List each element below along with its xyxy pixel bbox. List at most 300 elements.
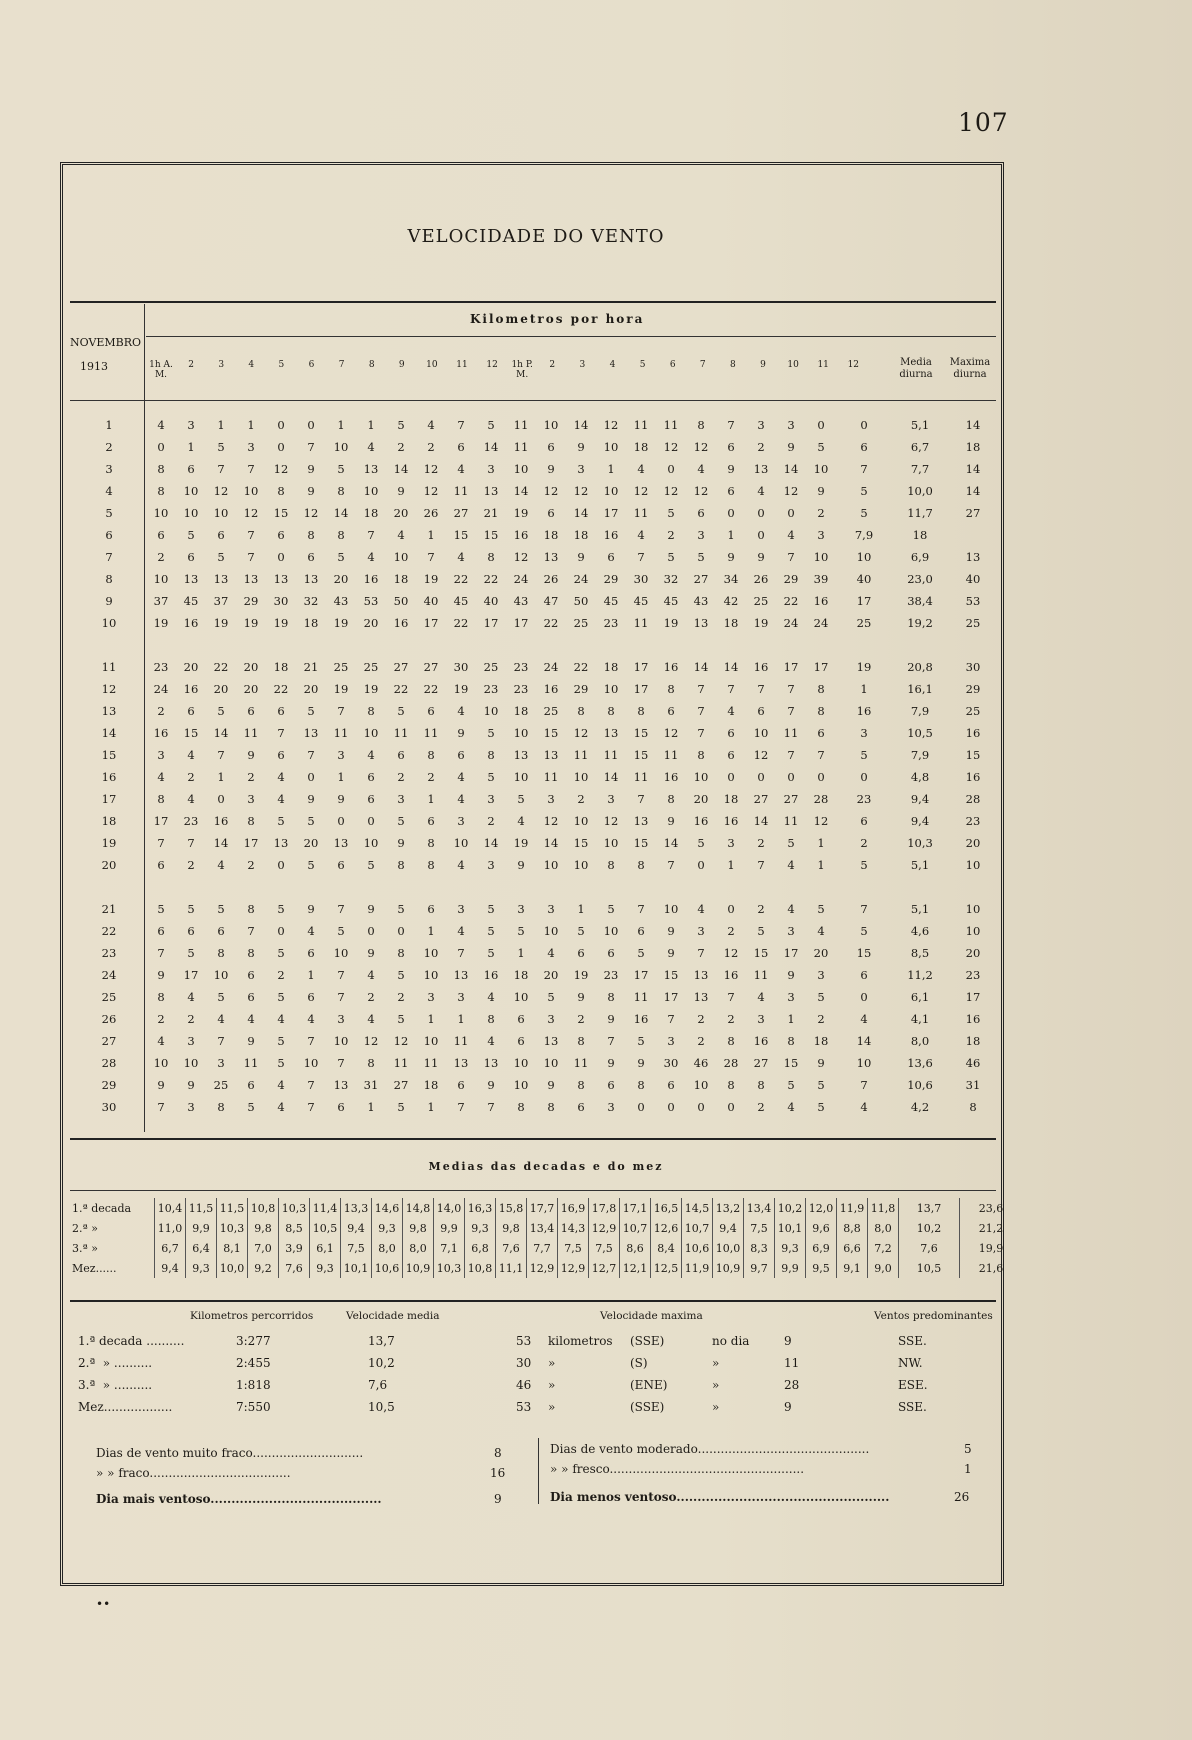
value-cell: 10 bbox=[603, 440, 619, 454]
value-cell: 10 bbox=[423, 946, 439, 960]
value-cell: 8 bbox=[607, 990, 615, 1004]
value-cell: 20 bbox=[363, 616, 379, 630]
value-cell: 6 bbox=[817, 726, 825, 740]
value-cell: 1 bbox=[367, 1100, 375, 1114]
value-cell: 5 bbox=[217, 902, 225, 916]
col-media-header: Media diurna bbox=[899, 357, 933, 380]
value-cell: 6 bbox=[187, 704, 195, 718]
value-cell: 3 bbox=[487, 462, 495, 476]
table-row bbox=[72, 832, 998, 854]
value-cell: 11 bbox=[453, 1034, 469, 1048]
day-cell: 24 bbox=[101, 968, 117, 982]
value-cell: 8 bbox=[157, 484, 165, 498]
value-cell: 8 bbox=[607, 704, 615, 718]
value-cell: 16 bbox=[663, 660, 679, 674]
value-cell: 7 bbox=[307, 1100, 315, 1114]
value-cell: 5 bbox=[637, 946, 645, 960]
value-cell: 5 bbox=[217, 550, 225, 564]
value-cell: 20 bbox=[243, 660, 259, 674]
summary-noday: » bbox=[712, 1378, 720, 1392]
value-cell: 0 bbox=[667, 462, 675, 476]
value-cell: 10 bbox=[573, 858, 589, 872]
value-cell: 6 bbox=[727, 726, 735, 740]
value-cell: 0 bbox=[307, 770, 315, 784]
decade-value: 11,5 bbox=[186, 1198, 217, 1218]
value-cell: 9 bbox=[157, 968, 165, 982]
value-cell: 2 bbox=[247, 770, 255, 784]
value-cell: 43 bbox=[513, 594, 529, 608]
value-cell: 17 bbox=[153, 814, 169, 828]
value-cell: 3 bbox=[487, 858, 495, 872]
value-cell: 19 bbox=[153, 616, 169, 630]
value-cell: 13 bbox=[243, 572, 259, 586]
value-cell: 27 bbox=[423, 660, 439, 674]
hour-header: 8 bbox=[730, 360, 736, 370]
value-cell: 17 bbox=[603, 506, 619, 520]
value-cell: 0 bbox=[757, 528, 765, 542]
value-cell: 19 bbox=[213, 616, 229, 630]
value-cell: 9 bbox=[817, 484, 825, 498]
value-cell: 27 bbox=[753, 1056, 769, 1070]
value-cell: 1 bbox=[427, 924, 435, 938]
value-cell: 20,8 bbox=[907, 660, 933, 674]
value-cell: 1 bbox=[607, 462, 615, 476]
day-cell: 3 bbox=[105, 462, 113, 476]
decade-value: 8,0 bbox=[868, 1218, 899, 1238]
value-cell: 6 bbox=[860, 440, 868, 454]
value-cell: 13 bbox=[453, 968, 469, 982]
value-cell: 22 bbox=[423, 682, 439, 696]
value-cell: 1 bbox=[817, 858, 825, 872]
value-cell: 14 bbox=[543, 836, 559, 850]
value-cell: 12 bbox=[303, 506, 319, 520]
hour-header: 9 bbox=[398, 360, 405, 370]
table-row bbox=[72, 942, 998, 964]
value-cell: 15 bbox=[543, 726, 559, 740]
value-cell: 18 bbox=[603, 660, 619, 674]
value-cell: 2 bbox=[367, 990, 375, 1004]
value-cell: 16 bbox=[363, 572, 379, 586]
margin-dots: •• bbox=[96, 1597, 111, 1611]
value-cell: 14 bbox=[856, 1034, 872, 1048]
value-cell: 8 bbox=[787, 1034, 795, 1048]
value-cell: 3 bbox=[547, 792, 555, 806]
value-cell: 6 bbox=[667, 704, 675, 718]
day-cell: 18 bbox=[101, 814, 117, 828]
table-row bbox=[72, 524, 998, 546]
value-cell: 16 bbox=[393, 616, 409, 630]
value-cell: 7 bbox=[367, 528, 375, 542]
value-cell: 5 bbox=[517, 792, 525, 806]
value-cell: 9 bbox=[547, 462, 555, 476]
decade-value: 13,3 bbox=[341, 1198, 372, 1218]
decade-value: 13,4 bbox=[527, 1218, 558, 1238]
value-cell: 11 bbox=[633, 770, 649, 784]
value-cell: 12 bbox=[783, 484, 799, 498]
row-gap bbox=[72, 634, 998, 656]
value-cell: 6 bbox=[247, 968, 255, 982]
value-cell: 7 bbox=[757, 682, 765, 696]
value-cell: 27 bbox=[393, 1078, 409, 1092]
day-cell: 7 bbox=[105, 550, 113, 564]
value-cell: 8 bbox=[247, 814, 255, 828]
value-cell: 3 bbox=[697, 528, 705, 542]
value-cell: 8 bbox=[427, 836, 435, 850]
value-cell: 2 bbox=[427, 770, 435, 784]
value-cell: 6 bbox=[727, 440, 735, 454]
table-row bbox=[72, 568, 998, 590]
value-cell: 6 bbox=[637, 924, 645, 938]
summary-unit: » bbox=[548, 1378, 556, 1392]
hour-header: 12 bbox=[847, 360, 860, 370]
value-cell: 5 bbox=[487, 902, 495, 916]
decade-value: 17,8 bbox=[589, 1198, 620, 1218]
value-cell: 6 bbox=[757, 704, 765, 718]
value-cell: 0 bbox=[860, 770, 868, 784]
value-cell: 23 bbox=[856, 792, 872, 806]
summary-row bbox=[78, 1400, 984, 1422]
hour-header: 6 bbox=[308, 360, 315, 370]
value-cell: 16 bbox=[663, 770, 679, 784]
value-cell: 10,0 bbox=[907, 484, 933, 498]
value-cell: 18 bbox=[423, 1078, 439, 1092]
value-cell: 10 bbox=[153, 506, 169, 520]
value-cell: 3 bbox=[457, 814, 465, 828]
value-cell: 0 bbox=[817, 418, 825, 432]
value-cell: 0 bbox=[337, 814, 345, 828]
value-cell: 6 bbox=[727, 484, 735, 498]
value-cell: 8 bbox=[367, 1056, 375, 1070]
value-cell: 9 bbox=[337, 792, 345, 806]
value-cell: 8 bbox=[817, 704, 825, 718]
decade-value: 16,9 bbox=[558, 1198, 589, 1218]
value-cell: 14 bbox=[753, 814, 769, 828]
value-cell: 13 bbox=[273, 836, 289, 850]
value-cell: 24 bbox=[573, 572, 589, 586]
value-cell: 18 bbox=[303, 616, 319, 630]
value-cell: 10 bbox=[483, 704, 499, 718]
decade-value: 6,4 bbox=[186, 1238, 217, 1258]
value-cell: 16 bbox=[965, 770, 981, 784]
value-cell: 6 bbox=[607, 946, 615, 960]
value-cell: 1 bbox=[427, 528, 435, 542]
value-cell: 9,4 bbox=[910, 792, 930, 806]
value-cell: 2 bbox=[757, 836, 765, 850]
value-cell: 8 bbox=[547, 1100, 555, 1114]
value-cell: 10 bbox=[513, 770, 529, 784]
summary-vento: SSE. bbox=[898, 1334, 927, 1348]
decade-value: 12,9 bbox=[558, 1258, 589, 1278]
value-cell: 10 bbox=[243, 484, 259, 498]
table-row bbox=[72, 1030, 998, 1052]
value-cell: 10 bbox=[183, 484, 199, 498]
value-cell: 7 bbox=[607, 1034, 615, 1048]
decade-value: 9,7 bbox=[744, 1258, 775, 1278]
value-cell: 8 bbox=[969, 1100, 977, 1114]
value-cell: 24 bbox=[783, 616, 799, 630]
footer-menos-ventoso: Dia menos ventoso................................................... bbox=[550, 1490, 890, 1504]
value-cell: 9 bbox=[817, 1056, 825, 1070]
value-cell: 12 bbox=[663, 440, 679, 454]
value-cell: 4 bbox=[457, 858, 465, 872]
value-cell: 15 bbox=[573, 836, 589, 850]
hour-header: 2 bbox=[188, 360, 194, 370]
value-cell: 16 bbox=[753, 1034, 769, 1048]
value-cell: 7 bbox=[277, 726, 285, 740]
value-cell: 1 bbox=[787, 1012, 795, 1026]
summary-vmax: 53 bbox=[516, 1400, 532, 1414]
value-cell: 0 bbox=[757, 506, 765, 520]
value-cell: 10 bbox=[423, 968, 439, 982]
title-text: VELOCIDADE DO VENTO bbox=[407, 226, 665, 247]
value-cell: 18 bbox=[543, 528, 559, 542]
table-row bbox=[72, 986, 998, 1008]
value-cell: 13 bbox=[483, 484, 499, 498]
value-cell: 11 bbox=[783, 726, 799, 740]
value-cell: 16 bbox=[543, 682, 559, 696]
value-cell: 7 bbox=[787, 550, 795, 564]
value-cell: 5 bbox=[277, 1034, 285, 1048]
value-cell: 13 bbox=[633, 814, 649, 828]
decade-value: 9,9 bbox=[186, 1218, 217, 1238]
decade-value: 11,0 bbox=[155, 1218, 186, 1238]
value-cell: 8 bbox=[697, 418, 705, 432]
footer-fresco: » » fresco................................................... bbox=[550, 1462, 805, 1476]
value-cell: 17 bbox=[243, 836, 259, 850]
value-cell: 7 bbox=[337, 990, 345, 1004]
value-cell: 30 bbox=[965, 660, 981, 674]
value-cell: 10 bbox=[453, 836, 469, 850]
decade-value: 9,9 bbox=[434, 1218, 465, 1238]
value-cell: 6 bbox=[457, 1078, 465, 1092]
value-cell: 2 bbox=[817, 1012, 825, 1026]
value-cell: 7 bbox=[457, 1100, 465, 1114]
value-cell: 14 bbox=[693, 660, 709, 674]
day-cell: 22 bbox=[101, 924, 117, 938]
value-cell: 12 bbox=[273, 462, 289, 476]
value-cell: 7 bbox=[217, 748, 225, 762]
value-cell: 25 bbox=[363, 660, 379, 674]
value-cell: 25 bbox=[965, 616, 981, 630]
decade-value: 7,2 bbox=[868, 1238, 899, 1258]
hourly-table bbox=[72, 414, 998, 1118]
value-cell: 7 bbox=[727, 990, 735, 1004]
footer-fraco-value: 16 bbox=[490, 1466, 506, 1480]
value-cell: 0 bbox=[367, 814, 375, 828]
value-cell: 0 bbox=[277, 440, 285, 454]
value-cell: 11 bbox=[543, 770, 559, 784]
summary-vmed: 10,5 bbox=[368, 1400, 395, 1414]
decade-value: 11,8 bbox=[868, 1198, 899, 1218]
value-cell: 5 bbox=[487, 924, 495, 938]
value-cell: 11 bbox=[663, 418, 679, 432]
value-cell: 7 bbox=[457, 946, 465, 960]
table-row bbox=[72, 1096, 998, 1118]
decade-value: 8,6 bbox=[620, 1238, 651, 1258]
value-cell: 6 bbox=[157, 858, 165, 872]
value-cell: 2 bbox=[397, 990, 405, 1004]
decade-value: 9,3 bbox=[186, 1258, 217, 1278]
footer-fraco: » » fraco..................................... bbox=[96, 1466, 291, 1480]
value-cell: 4 bbox=[397, 528, 405, 542]
value-cell: 9 bbox=[517, 858, 525, 872]
value-cell: 50 bbox=[393, 594, 409, 608]
value-cell: 5 bbox=[817, 902, 825, 916]
value-cell: 4 bbox=[517, 814, 525, 828]
value-cell: 46 bbox=[965, 1056, 981, 1070]
value-cell: 16 bbox=[753, 660, 769, 674]
value-cell: 39 bbox=[813, 572, 829, 586]
value-cell: 18 bbox=[723, 616, 739, 630]
value-cell: 0 bbox=[787, 506, 795, 520]
value-cell: 13 bbox=[363, 462, 379, 476]
value-cell: 1 bbox=[217, 770, 225, 784]
value-cell: 6 bbox=[277, 704, 285, 718]
value-cell: 2 bbox=[860, 836, 868, 850]
value-cell: 10 bbox=[363, 484, 379, 498]
value-cell: 7 bbox=[247, 462, 255, 476]
value-cell: 8 bbox=[517, 1100, 525, 1114]
value-cell: 6 bbox=[697, 506, 705, 520]
value-cell: 29 bbox=[783, 572, 799, 586]
hour-header: 3 bbox=[218, 360, 225, 370]
decade-value: 7,7 bbox=[527, 1238, 558, 1258]
value-cell: 3 bbox=[577, 462, 585, 476]
value-cell: 7 bbox=[457, 418, 465, 432]
footer-muito-fraco-value: 8 bbox=[494, 1446, 502, 1460]
value-cell: 7 bbox=[697, 946, 705, 960]
value-cell: 19 bbox=[333, 616, 349, 630]
value-cell: 20 bbox=[183, 660, 199, 674]
value-cell: 10 bbox=[333, 946, 349, 960]
decade-value: 12,6 bbox=[651, 1218, 682, 1238]
value-cell: 11 bbox=[453, 484, 469, 498]
decade-value: 8,8 bbox=[837, 1218, 868, 1238]
decade-value: 11,9 bbox=[682, 1258, 713, 1278]
value-cell: 25 bbox=[573, 616, 589, 630]
value-cell: 1 bbox=[727, 528, 735, 542]
decade-row bbox=[72, 1238, 1022, 1258]
value-cell: 7 bbox=[247, 528, 255, 542]
value-cell: 6 bbox=[217, 528, 225, 542]
value-cell: 10 bbox=[753, 726, 769, 740]
value-cell: 12 bbox=[573, 484, 589, 498]
value-cell: 5 bbox=[860, 748, 868, 762]
value-cell: 3 bbox=[457, 990, 465, 1004]
decade-header-rule bbox=[70, 1190, 996, 1191]
summary-row bbox=[78, 1378, 984, 1400]
table-row bbox=[72, 898, 998, 920]
decade-value: 7,1 bbox=[434, 1238, 465, 1258]
value-cell: 11 bbox=[243, 726, 259, 740]
value-cell: 5 bbox=[697, 550, 705, 564]
value-cell: 30 bbox=[633, 572, 649, 586]
value-cell: 40 bbox=[965, 572, 981, 586]
value-cell: 6,9 bbox=[910, 550, 930, 564]
value-cell: 24 bbox=[513, 572, 529, 586]
decade-value: 15,8 bbox=[496, 1198, 527, 1218]
value-cell: 1 bbox=[817, 836, 825, 850]
value-cell: 5 bbox=[397, 902, 405, 916]
value-cell: 17 bbox=[783, 660, 799, 674]
value-cell: 5 bbox=[217, 704, 225, 718]
value-cell: 3 bbox=[157, 748, 165, 762]
decade-value: 9,8 bbox=[496, 1218, 527, 1238]
value-cell: 10 bbox=[363, 726, 379, 740]
value-cell: 6 bbox=[427, 814, 435, 828]
value-cell: 25 bbox=[965, 704, 981, 718]
value-cell: 9 bbox=[307, 462, 315, 476]
value-cell: 6 bbox=[457, 440, 465, 454]
value-cell: 11 bbox=[333, 726, 349, 740]
header-bottom-rule bbox=[70, 400, 996, 401]
value-cell: 18 bbox=[513, 704, 529, 718]
value-cell: 13 bbox=[333, 836, 349, 850]
value-cell: 7 bbox=[667, 858, 675, 872]
day-cell: 25 bbox=[101, 990, 117, 1004]
value-cell: 13 bbox=[753, 462, 769, 476]
decade-value: 10,3 bbox=[434, 1258, 465, 1278]
value-cell: 10 bbox=[153, 1056, 169, 1070]
value-cell: 2 bbox=[157, 550, 165, 564]
decade-value: 23,6 bbox=[960, 1198, 1023, 1218]
value-cell: 5 bbox=[277, 1056, 285, 1070]
decade-value: 10,9 bbox=[713, 1258, 744, 1278]
value-cell: 10 bbox=[213, 506, 229, 520]
footer-mais-ventoso-value: 9 bbox=[494, 1492, 502, 1506]
table-row bbox=[72, 612, 998, 634]
value-cell: 22 bbox=[453, 616, 469, 630]
value-cell: 2 bbox=[247, 858, 255, 872]
value-cell: 9 bbox=[247, 1034, 255, 1048]
value-cell: 12 bbox=[663, 484, 679, 498]
value-cell: 17 bbox=[783, 946, 799, 960]
value-cell: 13 bbox=[693, 990, 709, 1004]
value-cell: 5 bbox=[187, 902, 195, 916]
value-cell: 7 bbox=[860, 462, 868, 476]
decade-value: 11,1 bbox=[496, 1258, 527, 1278]
value-cell: 21 bbox=[483, 506, 499, 520]
day-cell: 26 bbox=[101, 1012, 117, 1026]
value-cell: 4 bbox=[217, 858, 225, 872]
value-cell: 5 bbox=[307, 704, 315, 718]
value-cell: 16 bbox=[965, 1012, 981, 1026]
hour-header: 12 bbox=[486, 360, 498, 370]
value-cell: 6 bbox=[547, 440, 555, 454]
table-row bbox=[72, 480, 998, 502]
value-cell: 0 bbox=[277, 418, 285, 432]
value-cell: 3 bbox=[187, 1100, 195, 1114]
value-cell: 4 bbox=[367, 748, 375, 762]
value-cell: 2 bbox=[667, 528, 675, 542]
day-cell: 21 bbox=[101, 902, 117, 916]
decade-value: 7,0 bbox=[248, 1238, 279, 1258]
value-cell: 2 bbox=[697, 1012, 705, 1026]
value-cell: 8 bbox=[307, 528, 315, 542]
decade-value: 12,7 bbox=[589, 1258, 620, 1278]
decade-value: 11,9 bbox=[837, 1198, 868, 1218]
summary-vmed: 13,7 bbox=[368, 1334, 395, 1348]
value-cell: 7,9 bbox=[910, 748, 930, 762]
value-cell: 8 bbox=[427, 858, 435, 872]
decade-value: 10,2 bbox=[899, 1218, 960, 1238]
value-cell: 4 bbox=[727, 704, 735, 718]
value-cell: 5 bbox=[487, 770, 495, 784]
value-cell: 12 bbox=[543, 484, 559, 498]
value-cell: 5 bbox=[367, 858, 375, 872]
decade-value: 10,3 bbox=[217, 1218, 248, 1238]
value-cell: 19 bbox=[513, 506, 529, 520]
